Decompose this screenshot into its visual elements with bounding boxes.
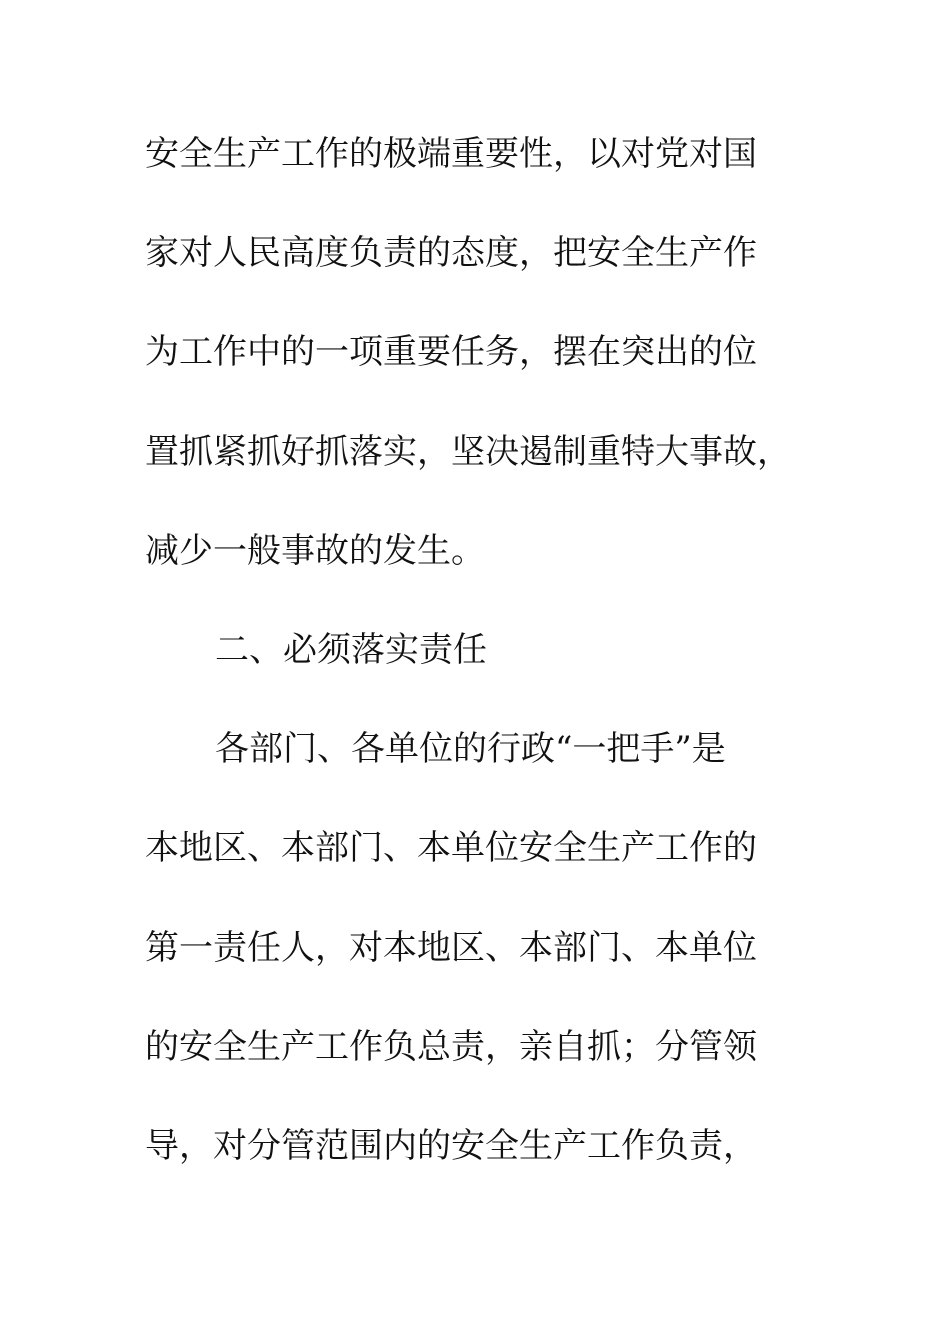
section-heading: 二、必须落实责任: [215, 629, 487, 670]
paragraph-line: 导，对分管范围内的安全生产工作负责，: [145, 1125, 757, 1166]
paragraph-line: 第一责任人，对本地区、本部门、本单位: [145, 927, 757, 968]
document-body: [145, 126, 805, 1217]
paragraph-line: 安全生产工作的极端重要性，以对党对国: [145, 134, 757, 174]
paragraph-line: 家对人民高度负责的态度，把安全生产作: [145, 233, 757, 274]
paragraph-line: 置抓紧抓好抓落实，坚决遏制重特大事故，: [145, 431, 791, 472]
paragraph-line: 本地区、本部门、本单位安全生产工作的: [145, 828, 757, 869]
paragraph-line: 各部门、各单位的行政“一把手”是: [215, 729, 726, 770]
paragraph-line: 的安全生产工作负总责，亲自抓；分管领: [145, 1026, 757, 1067]
paragraph-line: 减少一般事故的发生。: [145, 530, 485, 571]
paragraph-line: 为工作中的一项重要任务，摆在突出的位: [145, 332, 757, 373]
